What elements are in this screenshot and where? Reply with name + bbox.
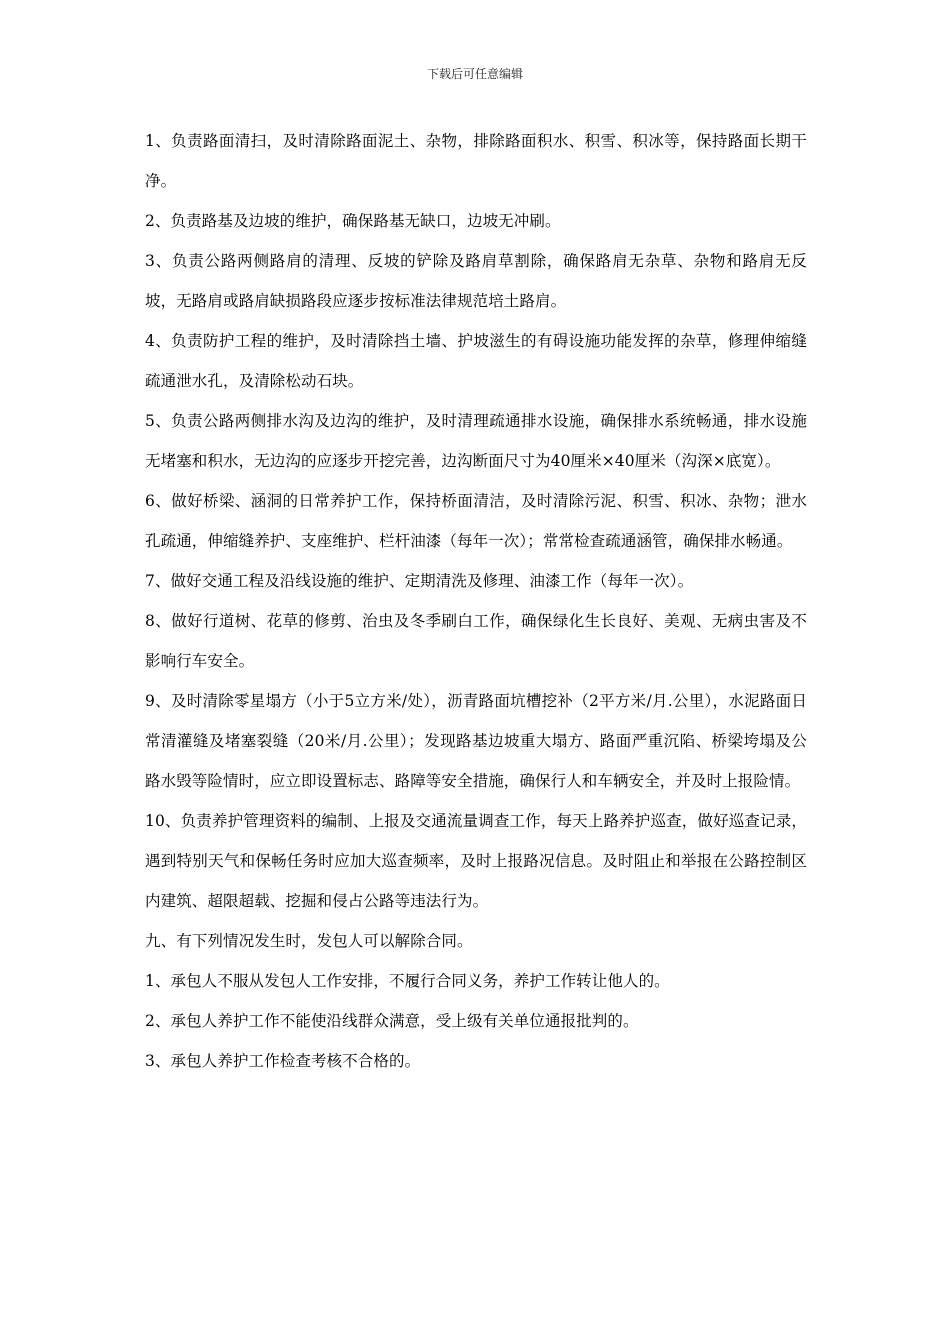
- termination-item-3: 3、承包人养护工作检查考核不合格的。: [145, 1052, 421, 1070]
- paragraph-10: 10、负责养护管理资料的编制、上报及交通流量调查工作，每天上路养护巡查，做好巡查记录，遇到特别天气和保畅任务时应加大巡查频率，及时上报路况信息。及时阻止和举报在公路控制区内建筑、超限超载、挖掘和侵占公路等违法行为。: [145, 812, 807, 910]
- paragraph-5: 5、负责公路两侧排水沟及边沟的维护，及时清理疏通排水设施，确保排水系统畅通，排水设施无堵塞和积水，无边沟的应逐步开挖完善，边沟断面尺寸为40厘米×40厘米（沟深×底宽）。: [145, 412, 807, 470]
- paragraph-2: 2、负责路基及边坡的维护，确保路基无缺口，边坡无冲刷。: [145, 212, 561, 230]
- document-body: [145, 121, 807, 1081]
- paragraph-6: 6、做好桥梁、涵洞的日常养护工作，保持桥面清洁，及时清除污泥、积雪、积冰、杂物；泄水孔疏通，伸缩缝养护、支座维护、栏杆油漆（每年一次）；常常检查疏通涵管，确保排水畅通。: [145, 492, 807, 550]
- paragraph-9: 9、及时清除零星塌方（小于5立方米/处），沥青路面坑槽挖补（2平方米/月.公里），水泥路面日常清灌缝及堵塞裂缝（20米/月.公里）；发现路基边坡重大塌方、路面严重沉陷、桥梁垮塌及公路水毁等险情时，应立即设置标志、路障等安全措施，确保行人和车辆安全，并及时上报险情。: [145, 692, 807, 790]
- paragraph-1: 1、负责路面清扫，及时清除路面泥土、杂物，排除路面积水、积雪、积冰等，保持路面长期干净。: [145, 132, 807, 190]
- paragraph-7: 7、做好交通工程及沿线设施的维护、定期清洗及修理、油漆工作（每年一次）。: [145, 572, 694, 590]
- termination-item-1: 1、承包人不服从发包人工作安排，不履行合同义务，养护工作转让他人的。: [145, 972, 670, 990]
- paragraph-8: 8、做好行道树、花草的修剪、治虫及冬季刷白工作，确保绿化生长良好、美观、无病虫害及不影响行车安全。: [145, 612, 807, 670]
- paragraph-3: 3、负责公路两侧路肩的清理、反坡的铲除及路肩草割除，确保路肩无杂草、杂物和路肩无反坡，无路肩或路肩缺损路段应逐步按标准法律规范培土路肩。: [145, 252, 807, 310]
- termination-item-2: 2、承包人养护工作不能使沿线群众满意，受上级有关单位通报批判的。: [145, 1012, 639, 1030]
- paragraph-4: 4、负责防护工程的维护，及时清除挡土墙、护坡滋生的有碍设施功能发挥的杂草，修理伸缩缝疏通泄水孔，及清除松动石块。: [145, 332, 807, 390]
- section-heading-9: 九、有下列情况发生时，发包人可以解除合同。: [145, 932, 473, 950]
- page-header-note: 下载后可任意编辑: [426, 67, 523, 81]
